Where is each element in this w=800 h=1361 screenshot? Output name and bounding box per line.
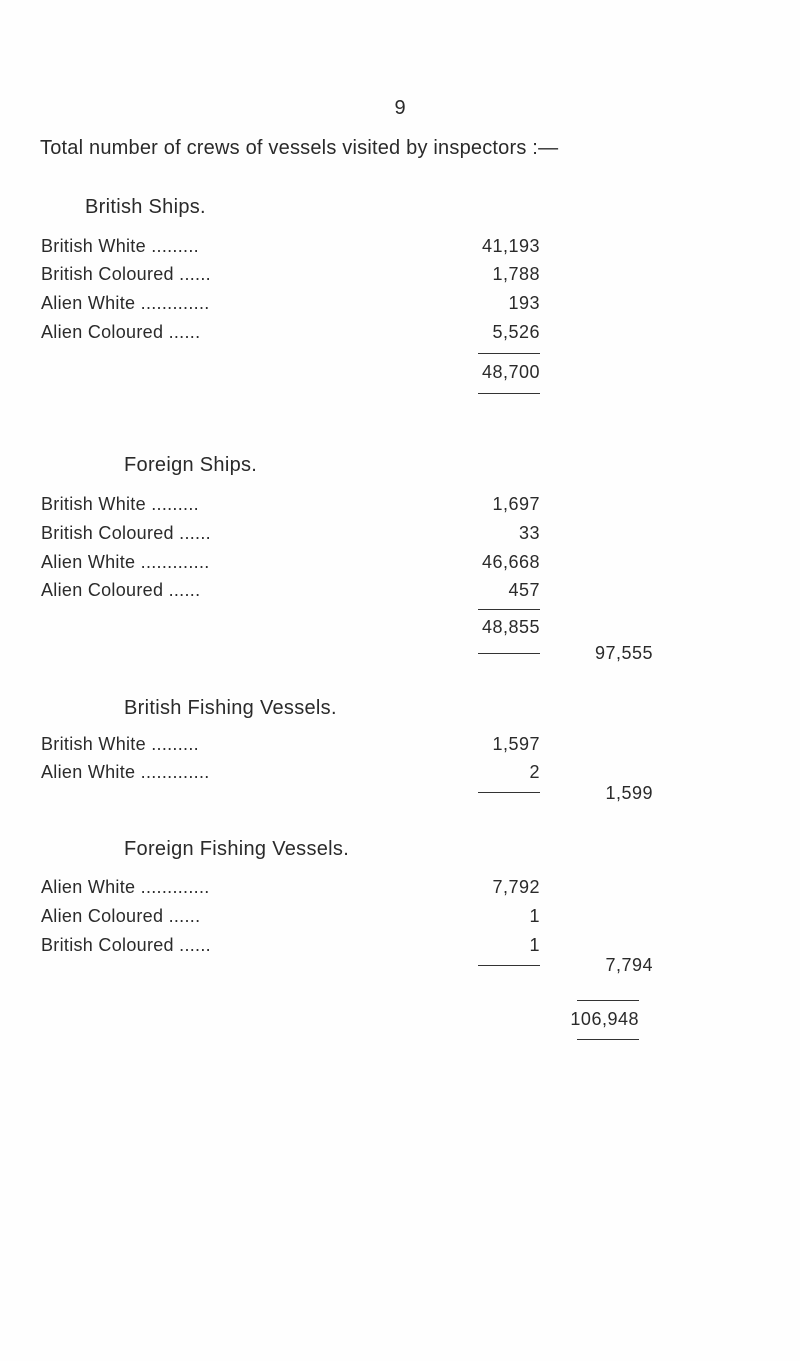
row-label: Alien White .............	[41, 552, 210, 572]
row-label: Alien Coloured ......	[41, 580, 201, 600]
running-total-dash	[478, 792, 540, 793]
row-label: British White .........	[41, 494, 199, 514]
row-value: 7,792	[492, 877, 540, 897]
grand-total-rule-bottom	[577, 1039, 639, 1040]
row-value: 33	[518, 523, 540, 543]
row-label: Alien Coloured ......	[41, 906, 201, 926]
subtotal-value: 48,700	[481, 362, 540, 382]
grand-total-value: 106,948	[570, 1009, 639, 1029]
section-heading-foreign-ships: Foreign Ships.	[124, 454, 258, 476]
subtotal-rule	[478, 353, 540, 354]
running-total-dash	[478, 965, 540, 966]
row-value: 1,597	[492, 734, 540, 754]
running-total-value: 97,555	[594, 643, 653, 663]
row-value: 5,526	[492, 322, 540, 342]
subtotal-value: 48,855	[481, 617, 540, 637]
row-label: Alien White .............	[41, 762, 210, 782]
row-label: British White .........	[41, 236, 199, 256]
row-value: 457	[508, 580, 540, 600]
row-value: 46,668	[481, 552, 540, 572]
row-label: British Coloured ......	[41, 935, 211, 955]
section-heading-british-ships: British Ships.	[85, 196, 206, 218]
intro-text: Total number of crews of vessels visited by inspectors :—	[40, 137, 559, 159]
row-label: Alien White .............	[41, 293, 210, 313]
row-value: 1,788	[492, 264, 540, 284]
row-label: Alien Coloured ......	[41, 322, 201, 342]
row-value: 1	[529, 935, 540, 955]
row-value: 2	[529, 762, 540, 782]
page-number: 9	[394, 97, 406, 119]
row-value: 193	[508, 293, 540, 313]
running-total-dash	[478, 653, 540, 654]
row-label: British Coloured ......	[41, 523, 211, 543]
subtotal-rule	[478, 609, 540, 610]
row-value: 1,697	[492, 494, 540, 514]
row-value: 41,193	[481, 236, 540, 256]
row-label: British Coloured ......	[41, 264, 211, 284]
running-total-value: 1,599	[605, 783, 653, 803]
subtotal-rule	[478, 393, 540, 394]
section-heading-foreign-fishing-vessels: Foreign Fishing Vessels.	[124, 838, 350, 860]
section-heading-british-fishing-vessels: British Fishing Vessels.	[124, 697, 337, 719]
row-label: Alien White .............	[41, 877, 210, 897]
row-label: British White .........	[41, 734, 199, 754]
grand-total-rule-top	[577, 1000, 639, 1001]
running-total-value: 7,794	[605, 955, 653, 975]
row-value: 1	[529, 906, 540, 926]
